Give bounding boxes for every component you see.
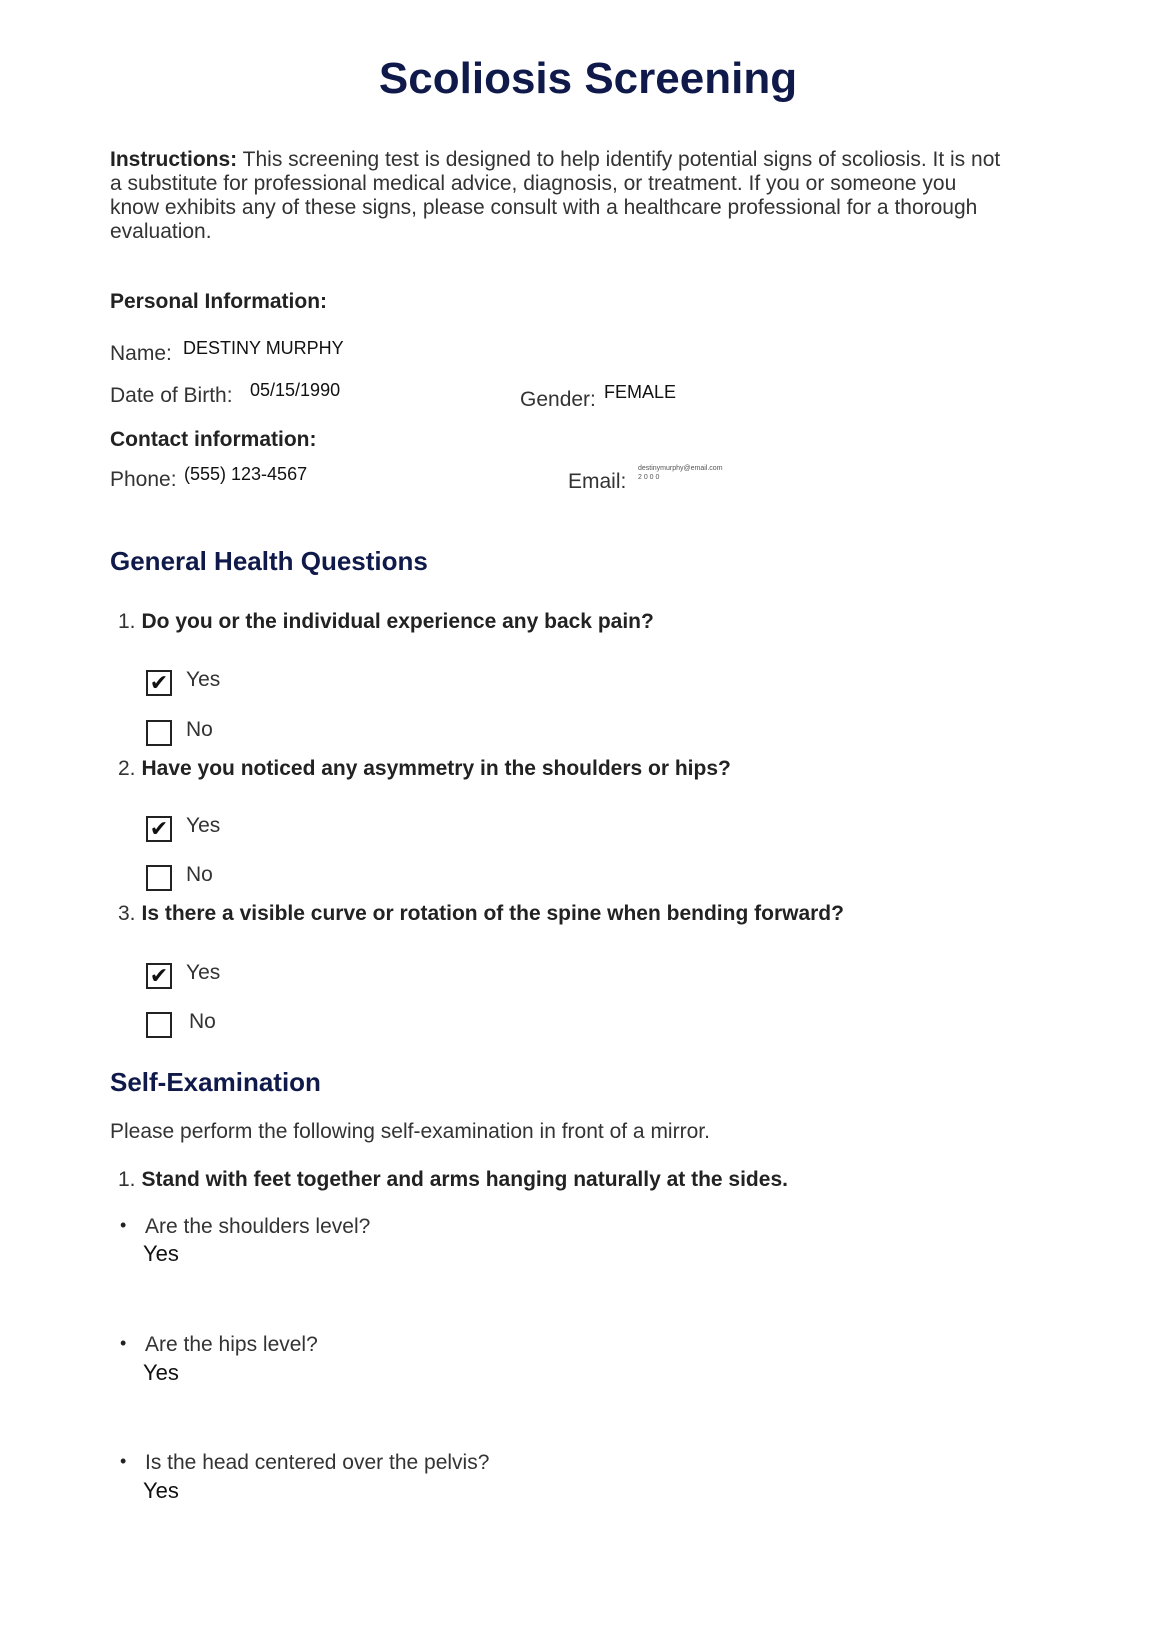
step-number: 1.: [118, 1168, 136, 1191]
general-health-heading: General Health Questions: [110, 546, 428, 576]
question-text: Have you noticed any asymmetry in the shoulders or hips?: [141, 757, 731, 780]
exam-answer-2[interactable]: Yes: [143, 1360, 179, 1385]
name-field[interactable]: DESTINY MURPHY: [183, 338, 344, 358]
q3-yes-label: Yes: [186, 961, 221, 984]
exam-answer-3[interactable]: Yes: [143, 1478, 179, 1503]
question-number: 3.: [118, 902, 136, 925]
self-exam-heading: Self-Examination: [110, 1067, 321, 1097]
question-text: Do you or the individual experience any back pain?: [141, 610, 654, 633]
exam-question-2: Are the hips level?: [145, 1333, 318, 1356]
exam-question-3: Is the head centered over the pelvis?: [145, 1451, 490, 1474]
question-number: 1.: [118, 610, 136, 633]
email-value: destinymurphy@email.com: [638, 465, 723, 472]
q2-no-checkbox[interactable]: [146, 865, 172, 891]
question-1: [118, 610, 654, 634]
self-exam-intro: Please perform the following self-examination in front of a mirror.: [110, 1120, 710, 1143]
bullet: •: [120, 1215, 127, 1235]
q1-yes-label: Yes: [186, 668, 221, 691]
dob-field[interactable]: 05/15/1990: [250, 380, 341, 400]
email-field[interactable]: [638, 464, 738, 482]
question-3: [118, 902, 844, 926]
email-value-line2: 2 0 0 0: [638, 474, 660, 481]
bullet: •: [120, 1333, 127, 1353]
q1-no-checkbox[interactable]: [146, 720, 172, 746]
q1-yes-checkbox[interactable]: ✔: [146, 670, 172, 696]
q3-no-label: No: [189, 1010, 216, 1033]
phone-field[interactable]: (555) 123-4567: [184, 464, 308, 484]
question-2: [118, 757, 731, 781]
self-exam-step-1: [118, 1168, 788, 1192]
personal-info-heading: Personal Information:: [110, 290, 328, 313]
gender-label: Gender:: [520, 388, 596, 411]
q2-yes-label: Yes: [186, 814, 221, 837]
contact-info-heading: Contact information:: [110, 428, 317, 451]
question-text: Is there a visible curve or rotation of the spine when bending forward?: [141, 902, 844, 925]
q3-no-checkbox[interactable]: [146, 1012, 172, 1038]
q2-yes-checkbox[interactable]: ✔: [146, 816, 172, 842]
q2-no-label: No: [186, 863, 213, 886]
email-label: Email:: [568, 470, 627, 493]
instructions-text: This screening test is designed to help identify potential signs of scoliosis. It is not a substitute for professional medical advice, diagnosis, or treatment. If you or someone you know exhibits any of these signs, please consult with a healthcare professional for a thorough evaluation.: [110, 148, 1001, 243]
step-text: Stand with feet together and arms hanging naturally at the sides.: [141, 1168, 788, 1191]
instructions-label: Instructions:: [110, 148, 238, 171]
phone-label: Phone:: [110, 468, 177, 491]
page-title: Scoliosis Screening: [378, 54, 798, 103]
exam-answer-1[interactable]: Yes: [143, 1241, 179, 1266]
gender-field[interactable]: FEMALE: [604, 382, 677, 402]
instructions: [110, 148, 1010, 244]
dob-label: Date of Birth:: [110, 384, 233, 407]
q3-yes-checkbox[interactable]: ✔: [146, 963, 172, 989]
exam-question-1: Are the shoulders level?: [145, 1215, 371, 1238]
bullet: •: [120, 1451, 127, 1471]
question-number: 2.: [118, 757, 136, 780]
q1-no-label: No: [186, 718, 213, 741]
name-label: Name:: [110, 342, 172, 365]
